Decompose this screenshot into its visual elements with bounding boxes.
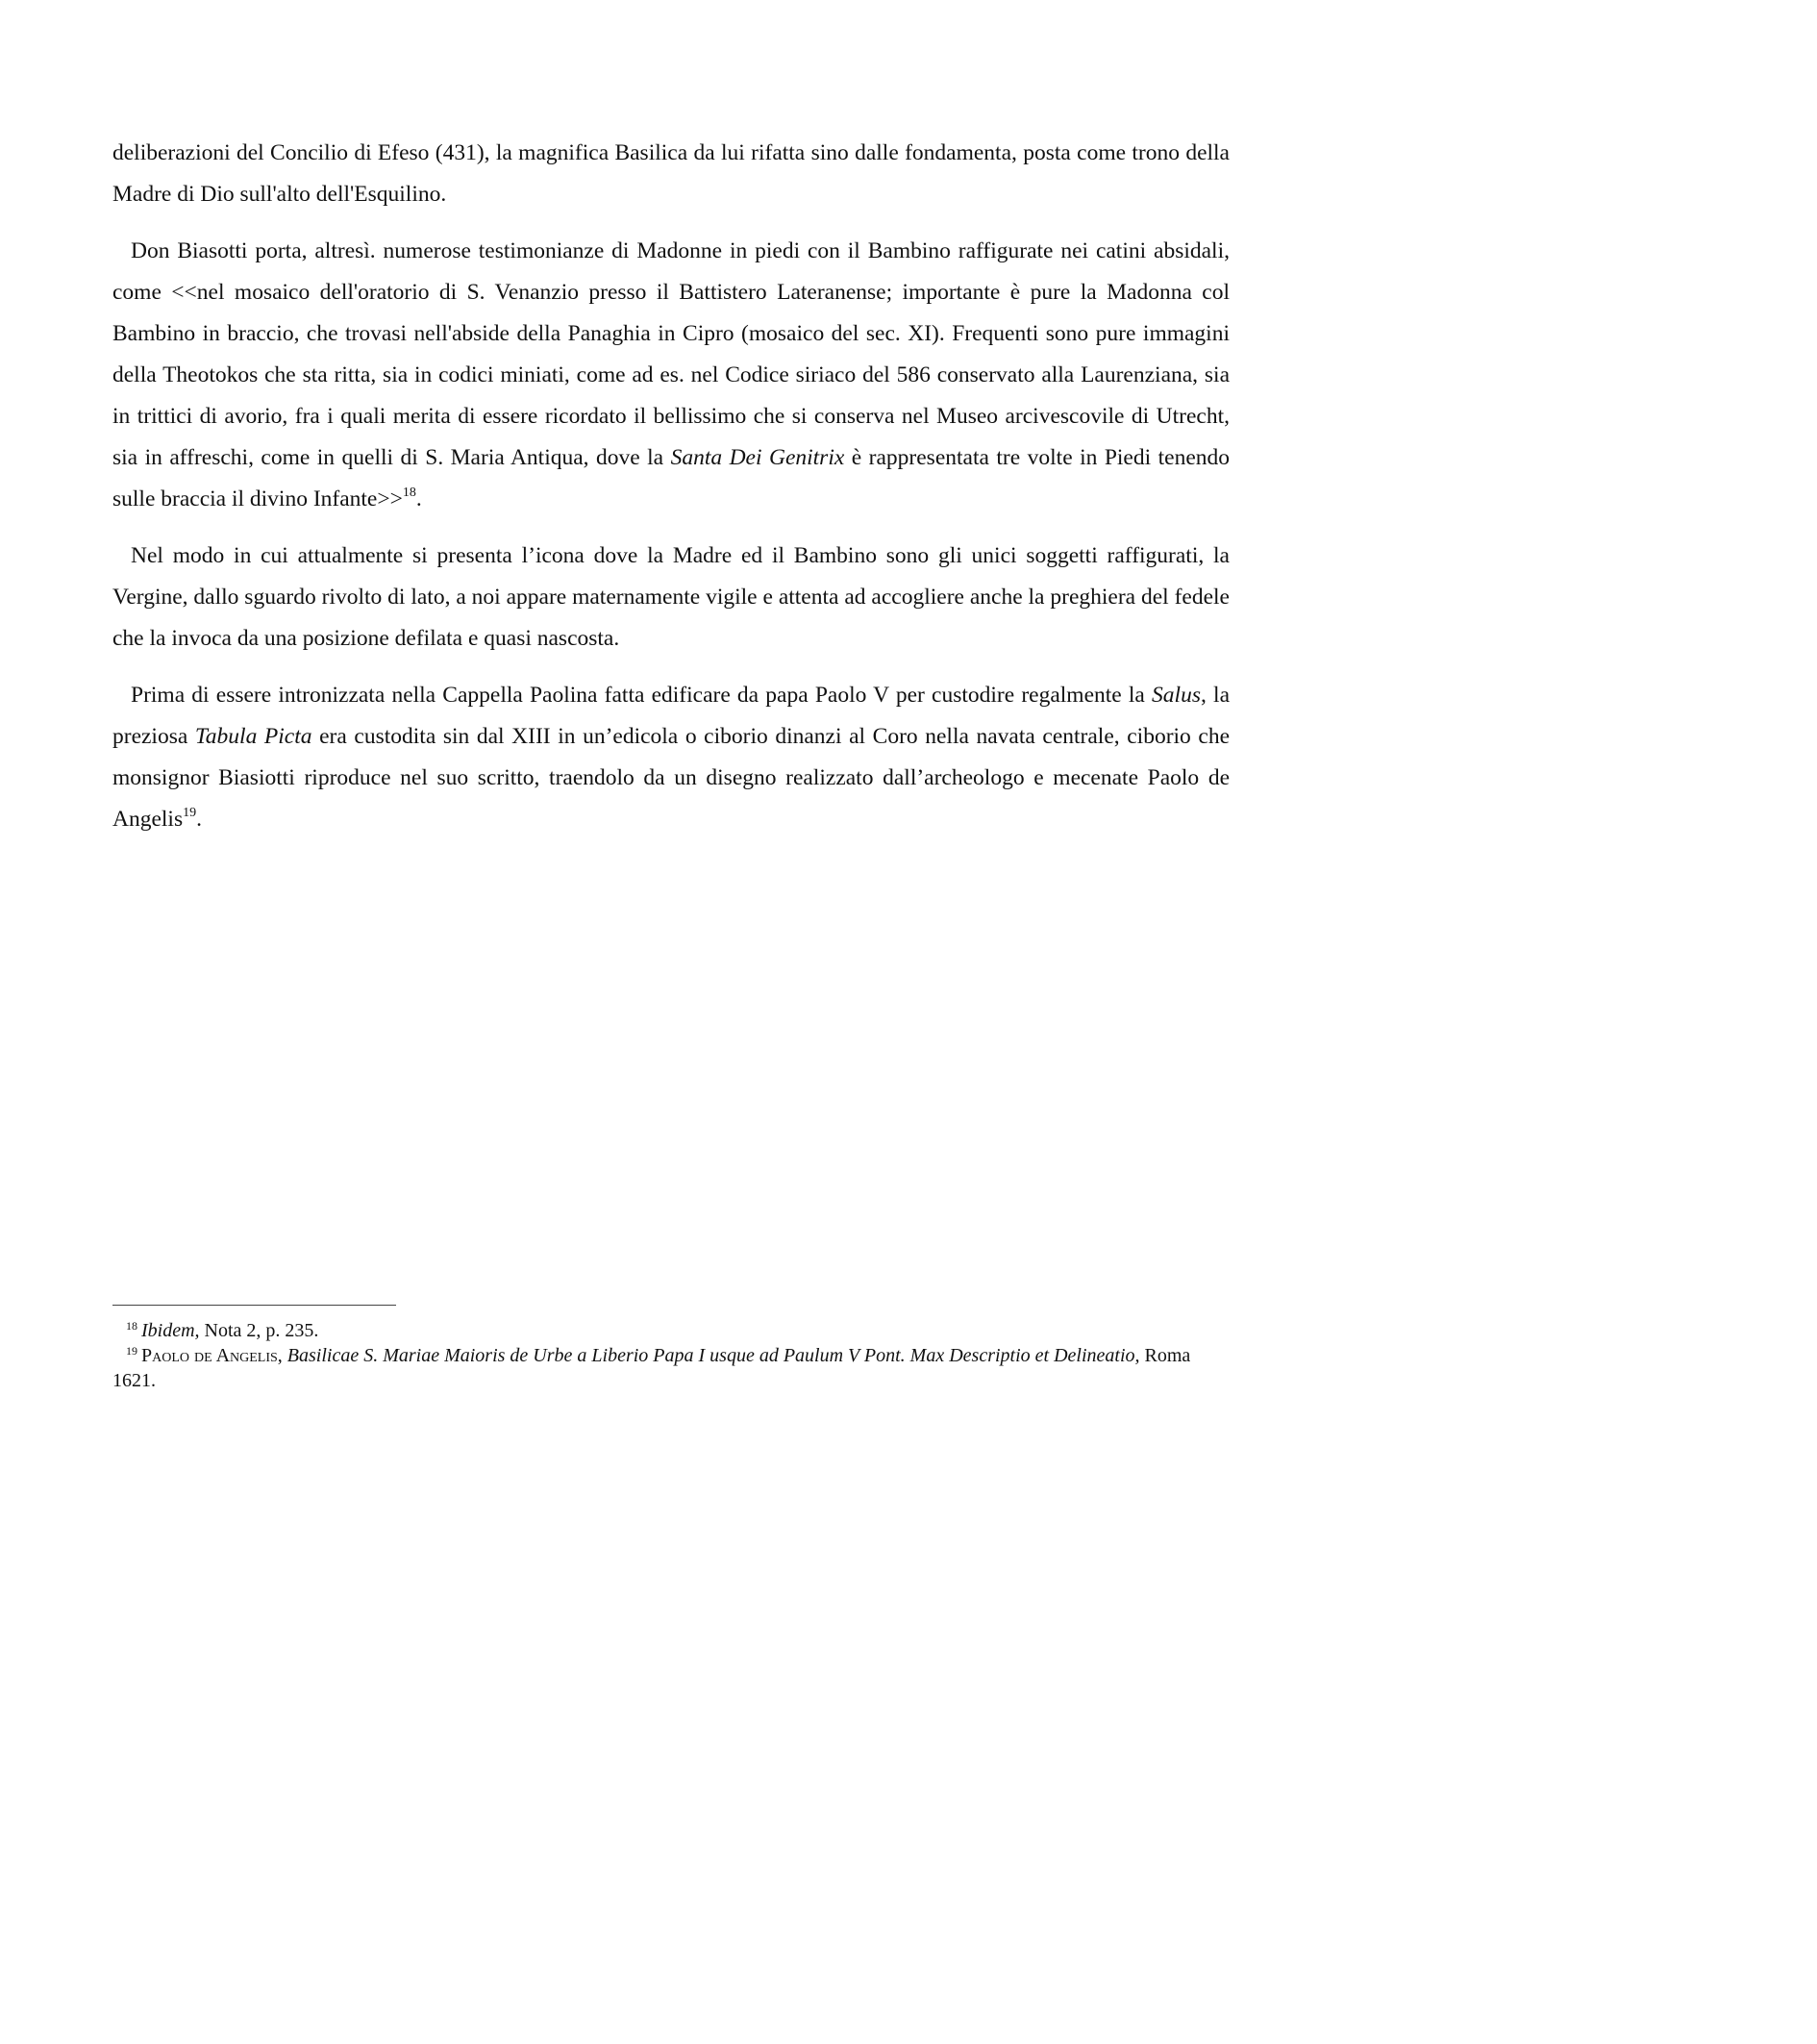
footnote-18	[112, 1318, 1230, 1343]
paragraph-4	[112, 675, 1230, 840]
footnote-ref-19[interactable]: 19	[183, 806, 197, 820]
body-text	[112, 133, 1230, 856]
paragraph-1	[112, 133, 1230, 215]
paragraph-4-italic-salus: Salus	[1152, 683, 1201, 708]
footnote-18-italic: Ibidem,	[141, 1320, 200, 1341]
paragraph-2-italic: Santa Dei Genitrix	[670, 445, 845, 470]
paragraph-2-end: .	[415, 486, 422, 511]
footnote-separator	[112, 1305, 396, 1306]
paragraph-3	[112, 536, 1230, 660]
paragraph-4-text-b: , la preziosa	[112, 683, 1230, 749]
footnote-19-text: Roma 1621.	[112, 1345, 1191, 1391]
paragraph-2-text-b: è rappresentata tre volte in Piedi tenendo sulle braccia il divino Infante>>	[112, 445, 1230, 511]
footnotes	[112, 1318, 1230, 1393]
footnote-18-text: Nota 2, p. 235.	[199, 1320, 319, 1341]
footnote-19-author: Paolo de Angelis,	[141, 1345, 283, 1366]
paragraph-4-end: .	[196, 807, 202, 832]
footnote-18-number: 18	[126, 1319, 137, 1333]
paragraph-1-text: deliberazioni del Concilio di Efeso (431), la magnifica Basilica da lui rifatta sino dalle fondamenta, posta come trono della Madre di Dio sull'alto dell'Esquilino.	[112, 140, 1230, 207]
footnote-19-italic: Basilicae S. Mariae Maioris de Urbe a Liberio Papa I usque ad Paulum V Pont. Max Descriptio et Delineatio,	[286, 1345, 1140, 1366]
paragraph-4-text-a: Prima di essere intronizzata nella Cappella Paolina fatta edificare da papa Paolo V per custodire regalmente la	[131, 683, 1153, 708]
paragraph-2	[112, 231, 1230, 520]
paragraph-4-text-c: era custodita sin dal XIII in un’edicola o ciborio dinanzi al Coro nella navata centrale, ciborio che monsignor Biasiotti riproduce nel suo scritto, traendolo da un disegno realizzato dall’archeologo e mecenate Paolo de Angelis	[112, 724, 1231, 832]
paragraph-2-text-a: Don Biasotti porta, altresì. numerose testimonianze di Madonne in piedi con il Bambino raffigurate nei catini absidali, come <<nel mosaico dell'oratorio di S. Venanzio presso il Battistero Lateranense; importante è pure la Madonna col Bambino in braccio, che trovasi nell'abside della Panaghia in Cipro (mosaico del sec. XI). Frequenti sono pure immagini della Theotokos che sta ritta, sia in codici miniati, come ad es. nel Codice siriaco del 586 conservato alla Laurenziana, sia in trittici di avorio, fra i quali merita di essere ricordato il bellissimo che si conserva nel Museo arcivescovile di Utrecht, sia in affreschi, come in quelli di S. Maria Antiqua, dove la	[112, 238, 1230, 470]
footnote-ref-18[interactable]: 18	[402, 486, 416, 500]
paragraph-3-text: Nel modo in cui attualmente si presenta l’icona dove la Madre ed il Bambino sono gli unici soggetti raffigurati, la Vergine, dallo sguardo rivolto di lato, a noi appare maternamente vigile e attenta ad accogliere anche la preghiera del fedele che la invoca da una posizione defilata e quasi nascosta.	[112, 543, 1230, 651]
footnote-19-number: 19	[126, 1344, 137, 1358]
footnote-19	[112, 1343, 1230, 1393]
paragraph-4-italic-tabula: Tabula Picta	[194, 724, 312, 749]
